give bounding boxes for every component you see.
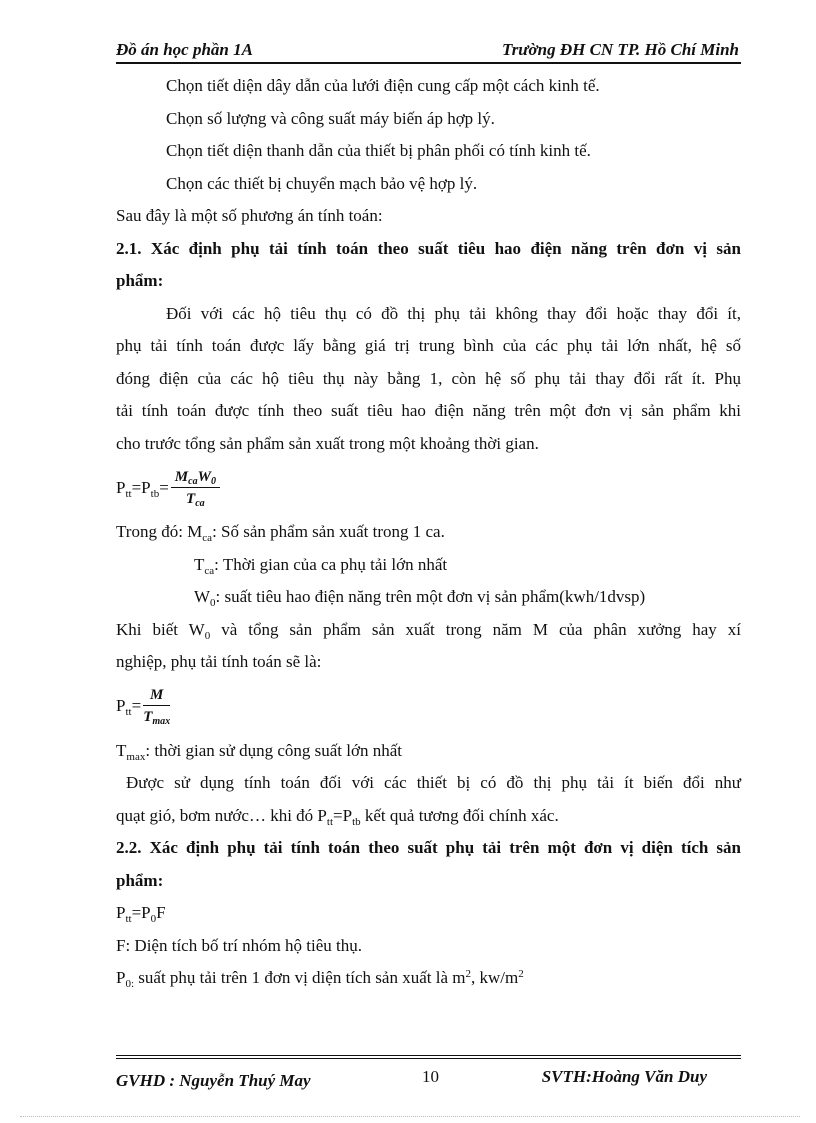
header-school-name: Trường ĐH CN TP. Hồ Chí Minh <box>501 40 739 59</box>
fraction-numerator: M <box>143 685 170 706</box>
header-course-title: Đồ án học phần 1A <box>116 40 253 59</box>
bullet-item: Chọn tiết diện dây dẫn của lưới điện cung cấp một cách kinh tế. <box>166 76 600 95</box>
intro-text: Sau đây là một số phương án tính toán: <box>116 206 383 225</box>
paragraph-line: Khi biết $W_0$ và tổng sản phẩm sản xuất trong năm M của phân xưởng hay xí <box>116 619 741 642</box>
definition-w0: $W_0$: suất tiêu hao điện năng trên một đơn vị sản phẩm(kwh/1dvsp) <box>194 587 646 609</box>
paragraph-line: cho trước tổng sản phẩm sản xuất trong một khoảng thời gian. <box>116 433 539 453</box>
paragraph-line: Đối với các hộ tiêu thụ có đồ thị phụ tải không thay đổi hoặc thay đổi ít, <box>166 303 741 323</box>
paragraph-line: đóng điện của các hộ tiêu thụ này bằng 1, còn hệ số phụ tải thay đổi rất ít. Phụ <box>116 368 741 388</box>
bullet-item: Chọn tiết diện thanh dẫn của thiết bị phân phối có tính kinh tế. <box>166 141 591 160</box>
page-footer <box>116 1055 741 1095</box>
definition-tmax: $T_{max}$: thời gian sử dụng công suất lớn nhất <box>116 740 403 763</box>
bullet-item: Chọn số lượng và công suất máy biến áp hợp lý. <box>166 108 495 128</box>
formula-ptt-tmax <box>116 679 741 735</box>
fraction-denominator: $T_{max}$ <box>143 709 171 727</box>
paragraph-line: nghiệp, phụ tải tính toán sẽ là: <box>116 652 322 671</box>
footer-student: SVTH:Hoàng Văn Duy <box>541 1067 707 1086</box>
paragraph-line: quạt gió, bơm nước… khi đó $P_{tt}=P_{tb}$ kết quả tương đối chính xác. <box>116 805 559 828</box>
definition-f: F: Diện tích bố trí nhóm hộ tiêu thụ. <box>116 935 363 955</box>
bullet-item: Chọn các thiết bị chuyển mạch bảo vệ hợp lý. <box>166 173 478 193</box>
page-body <box>116 70 741 995</box>
definition-p0: $P_{0:}$ suất phụ tải trên 1 đơn vị diện tích sản xuất là $m^2$, $kw/m^2$ <box>116 968 524 990</box>
section-heading-2-1: 2.1. Xác định phụ tải tính toán theo suất tiêu hao điện năng trên đơn vị sản <box>116 238 741 258</box>
paragraph-line: tải tính toán được tính theo suất tiêu hao điện năng trên một đơn vị sản phẩm khi <box>116 401 741 420</box>
definition-mca: Trong đó: $M_{ca}$: Số sản phẩm sản xuất trong 1 ca. <box>116 522 445 544</box>
fraction-denominator: $T_{ca}$ <box>186 490 205 509</box>
footer-advisor: GVHD : Nguyễn Thuý May <box>116 1071 311 1090</box>
paragraph-line: phụ tải tính toán được lấy bằng giá trị trung bình của các phụ tải lớn nhất, hệ số <box>116 336 741 355</box>
page-edge-divider <box>20 1116 800 1117</box>
formula-lhs: $P_{tt}=$ <box>116 696 142 719</box>
page-number: 10 <box>422 1067 439 1086</box>
section-heading-2-2-cont: phẩm: <box>116 870 164 890</box>
section-heading-2-1-cont: phẩm: <box>116 271 164 290</box>
formula-ptt-p0f: $P_{tt}=P_0F$ <box>116 903 166 925</box>
section-heading-2-2: 2.2. Xác định phụ tải tính toán theo suất phụ tải trên một đơn vị diện tích sản <box>116 838 741 857</box>
formula-fraction <box>143 685 170 728</box>
paragraph-line: Được sử dụng tính toán đối với các thiết bị có đồ thị phụ tải ít biến đổi như <box>126 773 741 792</box>
fraction-numerator: $M_{ca}W_0$ <box>171 467 220 488</box>
formula-ptt-ptb <box>116 460 741 516</box>
page-header <box>116 38 741 64</box>
definition-tca: $T_{ca}$: Thời gian của ca phụ tải lớn nhất <box>194 554 448 577</box>
formula-fraction <box>171 467 220 510</box>
formula-lhs: $P_{tt}=P_{tb}=$ <box>116 477 169 500</box>
